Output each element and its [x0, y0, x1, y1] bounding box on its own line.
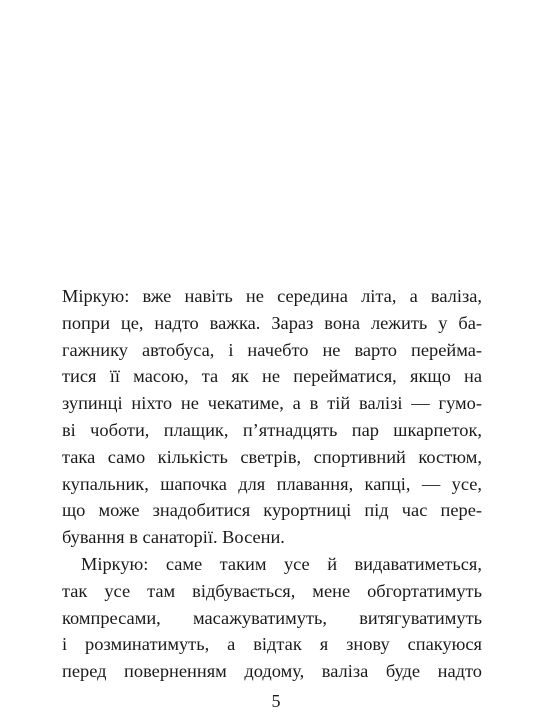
text-line: така само кількість светрів, спортивний костюм,	[62, 446, 482, 467]
text-line: і розминатимуть, а відтак я знову спакуюся	[62, 634, 482, 655]
text-line: тися її масою, та як не перейматися, якщо на	[62, 366, 482, 387]
paragraph-start-line: Міркую: саме таким усе й видаватиметься,	[81, 553, 482, 574]
text-line: купальник, шапочка для плавання, капці, — усе,	[62, 473, 482, 494]
text-line: ві чоботи, плащик, п’ятнадцять пар шкарпеток,	[62, 419, 482, 440]
body-text	[62, 283, 482, 685]
text-line: так усе там відбувається, мене обгортатимуть	[62, 580, 482, 601]
text-line: гажнику автобуса, і начебто не варто перейма-	[62, 339, 482, 360]
text-line: зупинці ніхто не чекатиме, а в тій валізі — гумо-	[62, 393, 482, 414]
text-line: попри це, надто важка. Зараз вона лежить у ба-	[62, 312, 482, 333]
page-number: 5	[271, 691, 281, 711]
paragraph-end-line: бування в санаторії. Восени.	[62, 527, 285, 548]
text-line: компресами, масажуватимуть, витягуватимуть	[62, 607, 482, 628]
text-line: Міркую: вже навіть не середина літа, а валіза,	[62, 286, 482, 306]
text-line: що може знадобитися курортниці під час пере-	[62, 500, 482, 521]
text-line: перед поверненням додому, валіза буде надто	[62, 661, 482, 682]
